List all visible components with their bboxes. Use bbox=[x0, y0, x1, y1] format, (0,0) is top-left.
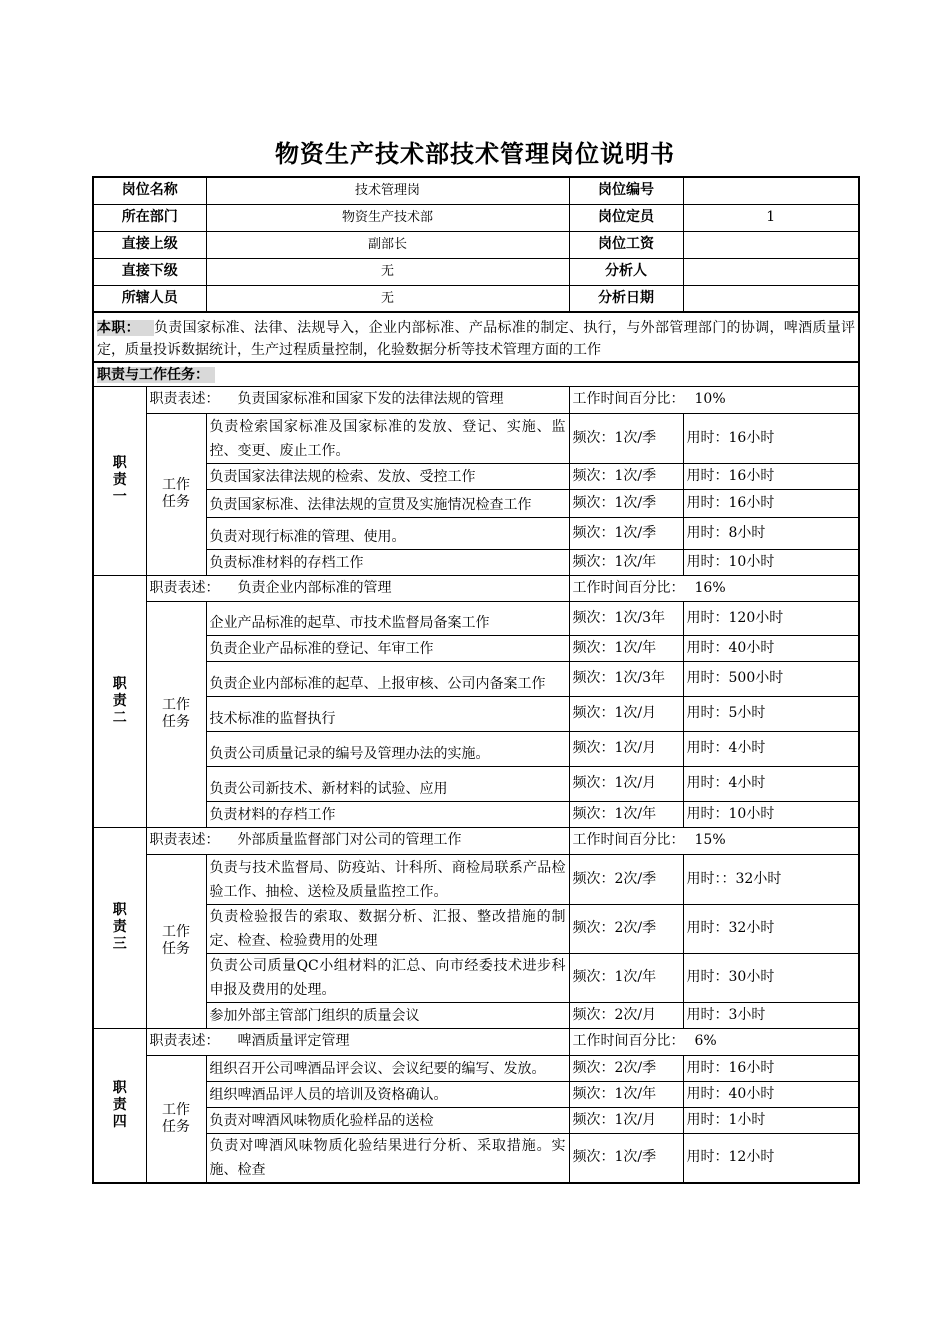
core-row bbox=[93, 312, 859, 362]
task-text: 组织召开公司啤酒品评会议、会议纪要的编写、发放。 bbox=[206, 1055, 569, 1081]
info-label: 直接上级 bbox=[93, 231, 206, 258]
task-hours: 用时：：32小时 bbox=[683, 854, 859, 904]
task-frequency: 频次：1次/年 bbox=[569, 953, 683, 1002]
task-frequency: 频次：1次/季 bbox=[569, 413, 683, 463]
task-frequency: 频次：1次/季 bbox=[569, 1133, 683, 1183]
task-frequency: 频次：1次/季 bbox=[569, 489, 683, 517]
task-text: 负责检索国家标准及国家标准的发放、登记、实施、监控、变更、废止工作。 bbox=[206, 413, 569, 463]
task-label bbox=[146, 1055, 206, 1183]
task-label-line: 任务 bbox=[162, 1118, 190, 1135]
duty-statement-row bbox=[93, 575, 859, 601]
task-row bbox=[93, 635, 859, 661]
task-frequency: 频次：1次/年 bbox=[569, 1081, 683, 1107]
duty-percent bbox=[569, 827, 859, 854]
task-frequency: 频次：2次/季 bbox=[569, 1055, 683, 1081]
task-hours: 用时：16小时 bbox=[683, 413, 859, 463]
task-frequency: 频次：1次/3年 bbox=[569, 661, 683, 696]
task-hours: 用时：16小时 bbox=[683, 489, 859, 517]
duty-percent-label: 工作时间百分比： bbox=[572, 832, 685, 848]
info-value bbox=[683, 285, 859, 312]
task-row bbox=[93, 801, 859, 827]
task-hours: 用时：500小时 bbox=[683, 661, 859, 696]
task-row bbox=[93, 661, 859, 696]
task-label bbox=[146, 601, 206, 827]
task-text: 负责国家法律法规的检索、发放、受控工作 bbox=[206, 463, 569, 489]
task-row bbox=[93, 549, 859, 575]
task-row bbox=[93, 953, 859, 1002]
duty-statement-text: 负责企业内部标准的管理 bbox=[237, 579, 392, 596]
duty-statement-prefix: 职责表述： bbox=[149, 1033, 220, 1049]
duty-label-char: 二 bbox=[112, 709, 127, 726]
info-label: 分析人 bbox=[569, 258, 683, 285]
duty-percent-label: 工作时间百分比： bbox=[572, 391, 685, 407]
task-row bbox=[93, 766, 859, 801]
task-label-line: 任务 bbox=[162, 714, 190, 730]
task-text: 负责对现行标准的管理、使用。 bbox=[206, 517, 569, 549]
task-frequency: 频次：2次/季 bbox=[569, 904, 683, 953]
task-hours: 用时：10小时 bbox=[683, 549, 859, 575]
task-hours: 用时：16小时 bbox=[683, 463, 859, 489]
task-row bbox=[93, 1081, 859, 1107]
task-row bbox=[93, 413, 859, 463]
duty-label-char: 职 bbox=[112, 1079, 127, 1096]
task-row bbox=[93, 904, 859, 953]
task-hours: 用时：4小时 bbox=[683, 766, 859, 801]
duties-header-row bbox=[93, 362, 859, 386]
task-text: 负责国家标准、法律法规的宣贯及实施情况检查工作 bbox=[206, 489, 569, 517]
duty-statement-row bbox=[93, 1028, 859, 1055]
task-row bbox=[93, 1107, 859, 1133]
info-value bbox=[683, 177, 859, 204]
core-cell bbox=[93, 312, 859, 362]
task-hours: 用时：40小时 bbox=[683, 1081, 859, 1107]
task-row bbox=[93, 489, 859, 517]
info-row bbox=[93, 177, 859, 204]
duty-label-char: 三 bbox=[112, 936, 127, 952]
task-text: 负责企业内部标准的起草、上报审核、公司内备案工作 bbox=[206, 661, 569, 696]
info-label: 所辖人员 bbox=[93, 285, 206, 312]
task-row bbox=[93, 601, 859, 635]
duty-percent bbox=[569, 386, 859, 413]
task-hours: 用时：8小时 bbox=[683, 517, 859, 549]
task-label-line: 任务 bbox=[162, 941, 190, 957]
task-label-line: 工作 bbox=[162, 924, 190, 940]
task-frequency: 频次：2次/季 bbox=[569, 854, 683, 904]
task-frequency: 频次：2次/月 bbox=[569, 1002, 683, 1028]
task-label-line: 工作 bbox=[162, 477, 190, 493]
task-text: 负责检验报告的索取、数据分析、汇报、整改措施的制定、检查、检验费用的处理 bbox=[206, 904, 569, 953]
duty-label bbox=[93, 386, 146, 575]
task-text: 负责企业产品标准的登记、年审工作 bbox=[206, 635, 569, 661]
core-label: 本职： bbox=[97, 320, 154, 336]
info-value: 无 bbox=[206, 258, 569, 285]
task-label-line: 任务 bbox=[162, 494, 190, 510]
info-label: 直接下级 bbox=[93, 258, 206, 285]
duty-percent-value: 16% bbox=[694, 579, 726, 596]
duty-percent-label: 工作时间百分比： bbox=[572, 579, 685, 596]
duty-percent bbox=[569, 1028, 859, 1055]
duty-percent-value: 15% bbox=[694, 832, 726, 848]
task-text: 负责与技术监督局、防疫站、计科所、商检局联系产品检验工作、抽检、送检及质量监控工作。 bbox=[206, 854, 569, 904]
task-text: 负责公司新技术、新材料的试验、应用 bbox=[206, 766, 569, 801]
task-row bbox=[93, 463, 859, 489]
task-frequency: 频次：1次/季 bbox=[569, 463, 683, 489]
info-label: 岗位定员 bbox=[569, 204, 683, 231]
task-text: 组织啤酒品评人员的培训及资格确认。 bbox=[206, 1081, 569, 1107]
task-frequency: 频次：1次/季 bbox=[569, 517, 683, 549]
duties-header-cell bbox=[93, 362, 859, 386]
duty-percent-value: 10% bbox=[694, 391, 726, 407]
duty-percent-label: 工作时间百分比： bbox=[572, 1033, 685, 1049]
task-text: 负责标准材料的存档工作 bbox=[206, 549, 569, 575]
task-row bbox=[93, 517, 859, 549]
duty-label-char: 责 bbox=[112, 1096, 127, 1113]
task-hours: 用时：4小时 bbox=[683, 731, 859, 766]
info-label: 岗位编号 bbox=[569, 177, 683, 204]
duty-label-char: 职 bbox=[112, 675, 127, 692]
duties-header: 职责与工作任务： bbox=[97, 367, 215, 383]
task-hours: 用时：16小时 bbox=[683, 1055, 859, 1081]
task-text: 企业产品标准的起草、市技术监督局备案工作 bbox=[206, 601, 569, 635]
info-label: 岗位工资 bbox=[569, 231, 683, 258]
duty-label-char: 责 bbox=[112, 472, 127, 488]
task-hours: 用时：32小时 bbox=[683, 904, 859, 953]
duty-label-char: 责 bbox=[112, 919, 127, 935]
info-label: 分析日期 bbox=[569, 285, 683, 312]
task-text: 负责材料的存档工作 bbox=[206, 801, 569, 827]
task-label-line: 工作 bbox=[162, 697, 190, 713]
duty-statement bbox=[146, 1028, 569, 1055]
core-text: 负责国家标准、法律、法规导入，企业内部标准、产品标准的制定、执行，与外部管理部门的协调，啤酒质量评定，质量投诉数据统计，生产过程质量控制，化验数据分析等技术管理方面的工作 bbox=[97, 320, 856, 358]
duty-statement-prefix: 职责表述： bbox=[149, 391, 220, 407]
task-frequency: 频次：1次/年 bbox=[569, 549, 683, 575]
task-frequency: 频次：1次/3年 bbox=[569, 601, 683, 635]
info-label: 岗位名称 bbox=[93, 177, 206, 204]
task-hours: 用时：10小时 bbox=[683, 801, 859, 827]
task-label bbox=[146, 854, 206, 1028]
task-text: 技术标准的监督执行 bbox=[206, 696, 569, 731]
task-hours: 用时：5小时 bbox=[683, 696, 859, 731]
duty-label-char: 职 bbox=[112, 902, 127, 918]
duty-statement-text: 外部质量监督部门对公司的管理工作 bbox=[237, 832, 462, 848]
task-frequency: 频次：1次/月 bbox=[569, 696, 683, 731]
job-description-table bbox=[92, 176, 860, 1184]
task-hours: 用时：40小时 bbox=[683, 635, 859, 661]
task-text: 负责公司质量QC小组材料的汇总、向市经委技术进步科申报及费用的处理。 bbox=[206, 953, 569, 1002]
duty-label bbox=[93, 575, 146, 827]
duty-statement bbox=[146, 575, 569, 601]
duty-percent bbox=[569, 575, 859, 601]
task-hours: 用时：1小时 bbox=[683, 1107, 859, 1133]
task-row bbox=[93, 1133, 859, 1183]
duty-statement-row bbox=[93, 386, 859, 413]
duty-statement bbox=[146, 386, 569, 413]
duty-label-char: 四 bbox=[112, 1113, 127, 1130]
task-hours: 用时：12小时 bbox=[683, 1133, 859, 1183]
task-hours: 用时：3小时 bbox=[683, 1002, 859, 1028]
info-value: 技术管理岗 bbox=[206, 177, 569, 204]
duty-statement-text: 啤酒质量评定管理 bbox=[237, 1033, 350, 1049]
info-label: 所在部门 bbox=[93, 204, 206, 231]
duty-statement bbox=[146, 827, 569, 854]
info-row bbox=[93, 204, 859, 231]
info-row bbox=[93, 285, 859, 312]
info-value bbox=[683, 258, 859, 285]
duty-label-char: 责 bbox=[112, 692, 127, 709]
info-row bbox=[93, 258, 859, 285]
task-frequency: 频次：1次/年 bbox=[569, 635, 683, 661]
task-row bbox=[93, 1055, 859, 1081]
task-frequency: 频次：1次/月 bbox=[569, 1107, 683, 1133]
duty-label-char: 职 bbox=[112, 455, 127, 471]
task-text: 参加外部主管部门组织的质量会议 bbox=[206, 1002, 569, 1028]
task-frequency: 频次：1次/年 bbox=[569, 801, 683, 827]
info-value bbox=[683, 231, 859, 258]
info-value: 物资生产技术部 bbox=[206, 204, 569, 231]
task-row bbox=[93, 731, 859, 766]
task-hours: 用时：30小时 bbox=[683, 953, 859, 1002]
duty-label-char: 一 bbox=[112, 489, 127, 505]
duty-statement-prefix: 职责表述： bbox=[149, 832, 220, 848]
task-text: 负责公司质量记录的编号及管理办法的实施。 bbox=[206, 731, 569, 766]
info-row bbox=[93, 231, 859, 258]
duty-percent-value: 6% bbox=[694, 1033, 717, 1049]
info-value: 无 bbox=[206, 285, 569, 312]
duty-label bbox=[93, 1028, 146, 1183]
task-frequency: 频次：1次/月 bbox=[569, 731, 683, 766]
info-value: 副部长 bbox=[206, 231, 569, 258]
task-hours: 用时：120小时 bbox=[683, 601, 859, 635]
duty-label bbox=[93, 827, 146, 1028]
task-row bbox=[93, 696, 859, 731]
duty-statement-prefix: 职责表述： bbox=[149, 579, 220, 596]
task-label bbox=[146, 413, 206, 575]
task-text: 负责对啤酒风味物质化验结果进行分析、采取措施。实施、检查 bbox=[206, 1133, 569, 1183]
duty-statement-text: 负责国家标准和国家下发的法律法规的管理 bbox=[237, 391, 504, 407]
task-row bbox=[93, 854, 859, 904]
page-title: 物资生产技术部技术管理岗位说明书 bbox=[275, 140, 675, 168]
task-frequency: 频次：1次/月 bbox=[569, 766, 683, 801]
task-label-line: 工作 bbox=[162, 1101, 190, 1118]
duty-statement-row bbox=[93, 827, 859, 854]
task-text: 负责对啤酒风味物质化验样品的送检 bbox=[206, 1107, 569, 1133]
task-row bbox=[93, 1002, 859, 1028]
info-value: 1 bbox=[683, 204, 859, 231]
